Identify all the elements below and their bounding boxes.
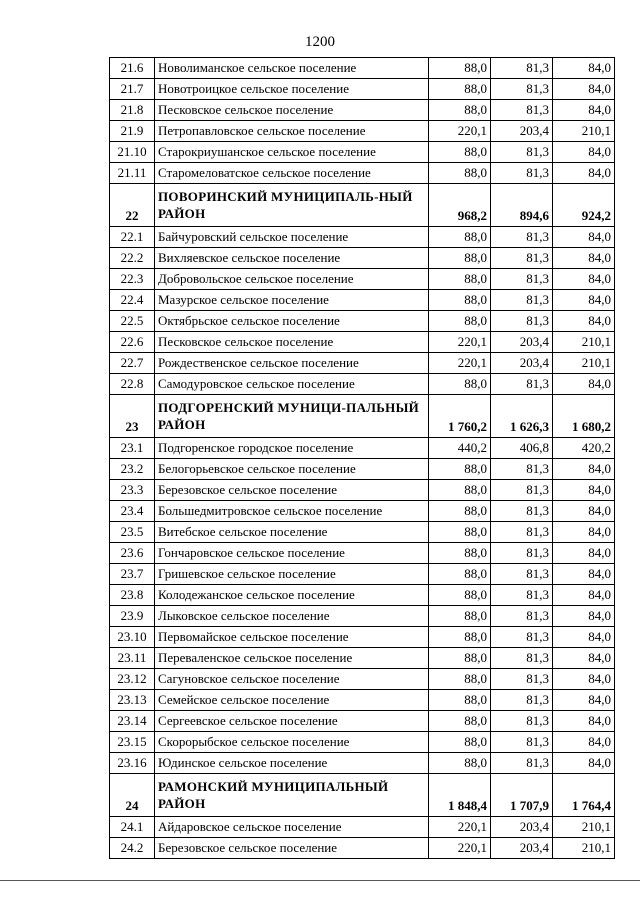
row-number-cell: 22.7 [110, 353, 155, 374]
value-cell-2: 81,3 [491, 669, 553, 690]
value-cell-1: 88,0 [429, 58, 491, 79]
value-cell-1: 88,0 [429, 522, 491, 543]
value-cell-1: 220,1 [429, 121, 491, 142]
value-cell-3: 210,1 [553, 121, 615, 142]
value-cell-2: 81,3 [491, 142, 553, 163]
row-number-cell: 23.8 [110, 585, 155, 606]
settlement-name-cell: Старомеловатское сельское поселение [155, 163, 429, 184]
settlement-name-cell: ПОВОРИНСКИЙ МУНИЦИПАЛЬ-НЫЙ РАЙОН [155, 184, 429, 227]
value-cell-2: 81,3 [491, 79, 553, 100]
settlement-name-cell: Айдаровское сельское поселение [155, 817, 429, 838]
value-cell-1: 88,0 [429, 564, 491, 585]
value-cell-3: 84,0 [553, 311, 615, 332]
settlement-name-cell: Песковское сельское поселение [155, 100, 429, 121]
value-cell-2: 81,3 [491, 269, 553, 290]
value-cell-1: 88,0 [429, 459, 491, 480]
settlement-name-cell: Семейское сельское поселение [155, 690, 429, 711]
settlement-name-cell: Витебское сельское поселение [155, 522, 429, 543]
table-row [110, 585, 615, 606]
value-cell-3: 1 680,2 [553, 395, 615, 438]
value-cell-3: 210,1 [553, 838, 615, 859]
table-row [110, 163, 615, 184]
value-cell-3: 210,1 [553, 817, 615, 838]
table-row [110, 753, 615, 774]
value-cell-2: 81,3 [491, 227, 553, 248]
row-number-cell: 23.4 [110, 501, 155, 522]
row-number-cell: 24.1 [110, 817, 155, 838]
settlement-name-cell: Мазурское сельское поселение [155, 290, 429, 311]
value-cell-3: 84,0 [553, 543, 615, 564]
row-number-cell: 22.2 [110, 248, 155, 269]
value-cell-3: 84,0 [553, 79, 615, 100]
value-cell-2: 1 707,9 [491, 774, 553, 817]
value-cell-3: 84,0 [553, 142, 615, 163]
row-number-cell: 22.1 [110, 227, 155, 248]
value-cell-1: 220,1 [429, 817, 491, 838]
table-row [110, 648, 615, 669]
value-cell-1: 88,0 [429, 480, 491, 501]
settlement-name-cell: Гришевское сельское поселение [155, 564, 429, 585]
settlement-name-cell: Лыковское сельское поселение [155, 606, 429, 627]
value-cell-3: 84,0 [553, 248, 615, 269]
value-cell-1: 220,1 [429, 353, 491, 374]
value-cell-2: 203,4 [491, 817, 553, 838]
value-cell-3: 1 764,4 [553, 774, 615, 817]
value-cell-2: 203,4 [491, 332, 553, 353]
settlement-name-cell: Сергеевское сельское поселение [155, 711, 429, 732]
table-row [110, 248, 615, 269]
value-cell-2: 1 626,3 [491, 395, 553, 438]
row-number-cell: 23.6 [110, 543, 155, 564]
value-cell-3: 84,0 [553, 501, 615, 522]
district-row [110, 774, 615, 817]
table-row [110, 669, 615, 690]
value-cell-3: 84,0 [553, 564, 615, 585]
value-cell-3: 84,0 [553, 606, 615, 627]
value-cell-3: 84,0 [553, 711, 615, 732]
value-cell-1: 88,0 [429, 627, 491, 648]
value-cell-3: 84,0 [553, 627, 615, 648]
table-row [110, 817, 615, 838]
value-cell-1: 88,0 [429, 290, 491, 311]
settlement-name-cell: Юдинское сельское поселение [155, 753, 429, 774]
table-row [110, 58, 615, 79]
table-row [110, 627, 615, 648]
table-row [110, 121, 615, 142]
value-cell-3: 84,0 [553, 690, 615, 711]
table-body [110, 58, 615, 859]
settlement-name-cell: ПОДГОРЕНСКИЙ МУНИЦИ-ПАЛЬНЫЙ РАЙОН [155, 395, 429, 438]
row-number-cell: 22.6 [110, 332, 155, 353]
value-cell-2: 203,4 [491, 353, 553, 374]
value-cell-2: 81,3 [491, 311, 553, 332]
row-number-cell: 23.7 [110, 564, 155, 585]
value-cell-1: 88,0 [429, 163, 491, 184]
table-row [110, 459, 615, 480]
row-number-cell: 23.10 [110, 627, 155, 648]
value-cell-1: 88,0 [429, 248, 491, 269]
district-row [110, 395, 615, 438]
table-row [110, 522, 615, 543]
row-number-cell: 23.9 [110, 606, 155, 627]
row-number-cell: 23.1 [110, 438, 155, 459]
value-cell-3: 84,0 [553, 227, 615, 248]
value-cell-2: 81,3 [491, 163, 553, 184]
row-number-cell: 21.6 [110, 58, 155, 79]
value-cell-1: 88,0 [429, 227, 491, 248]
settlement-name-cell: Вихляевское сельское поселение [155, 248, 429, 269]
table-row [110, 438, 615, 459]
value-cell-1: 88,0 [429, 669, 491, 690]
value-cell-3: 84,0 [553, 163, 615, 184]
value-cell-1: 88,0 [429, 711, 491, 732]
bottom-divider [0, 880, 640, 881]
value-cell-1: 88,0 [429, 100, 491, 121]
settlement-name-cell: Песковское сельское поселение [155, 332, 429, 353]
row-number-cell: 22.3 [110, 269, 155, 290]
value-cell-2: 81,3 [491, 480, 553, 501]
settlement-name-cell: Самодуровское сельское поселение [155, 374, 429, 395]
settlement-name-cell: Белогорьевское сельское поселение [155, 459, 429, 480]
row-number-cell: 21.9 [110, 121, 155, 142]
table-row [110, 732, 615, 753]
row-number-cell: 22.8 [110, 374, 155, 395]
value-cell-1: 440,2 [429, 438, 491, 459]
table-row [110, 564, 615, 585]
row-number-cell: 24 [110, 774, 155, 817]
value-cell-1: 88,0 [429, 374, 491, 395]
settlement-name-cell: Гончаровское сельское поселение [155, 543, 429, 564]
value-cell-1: 88,0 [429, 311, 491, 332]
row-number-cell: 24.2 [110, 838, 155, 859]
value-cell-2: 81,3 [491, 100, 553, 121]
value-cell-2: 81,3 [491, 648, 553, 669]
row-number-cell: 23.15 [110, 732, 155, 753]
table-row [110, 332, 615, 353]
settlement-name-cell: Березовское сельское поселение [155, 838, 429, 859]
table-row [110, 142, 615, 163]
value-cell-2: 203,4 [491, 121, 553, 142]
value-cell-2: 81,3 [491, 606, 553, 627]
value-cell-2: 81,3 [491, 564, 553, 585]
settlement-name-cell: Большедмитровское сельское поселение [155, 501, 429, 522]
value-cell-1: 88,0 [429, 648, 491, 669]
settlement-name-cell: Переваленское сельское поселение [155, 648, 429, 669]
value-cell-1: 968,2 [429, 184, 491, 227]
table-row [110, 311, 615, 332]
table-row [110, 100, 615, 121]
table-row [110, 79, 615, 100]
row-number-cell: 23.12 [110, 669, 155, 690]
value-cell-1: 1 760,2 [429, 395, 491, 438]
page-number: 1200 [305, 34, 335, 50]
value-cell-1: 88,0 [429, 501, 491, 522]
value-cell-2: 81,3 [491, 543, 553, 564]
settlement-name-cell: Добровольское сельское поселение [155, 269, 429, 290]
row-number-cell: 23.3 [110, 480, 155, 501]
table-row [110, 290, 615, 311]
budget-allocation-table [109, 57, 615, 859]
value-cell-2: 81,3 [491, 627, 553, 648]
table-row [110, 711, 615, 732]
row-number-cell: 23.13 [110, 690, 155, 711]
value-cell-1: 1 848,4 [429, 774, 491, 817]
value-cell-1: 88,0 [429, 142, 491, 163]
value-cell-2: 81,3 [491, 290, 553, 311]
row-number-cell: 21.11 [110, 163, 155, 184]
settlement-name-cell: Скорорыбское сельское поселение [155, 732, 429, 753]
value-cell-3: 84,0 [553, 753, 615, 774]
value-cell-2: 81,3 [491, 585, 553, 606]
settlement-name-cell: Октябрьское сельское поселение [155, 311, 429, 332]
settlement-name-cell: Новолиманское сельское поселение [155, 58, 429, 79]
value-cell-2: 81,3 [491, 248, 553, 269]
value-cell-3: 210,1 [553, 353, 615, 374]
value-cell-3: 84,0 [553, 374, 615, 395]
row-number-cell: 21.8 [110, 100, 155, 121]
table-row [110, 480, 615, 501]
table-row [110, 374, 615, 395]
settlement-name-cell: Первомайское сельское поселение [155, 627, 429, 648]
value-cell-3: 84,0 [553, 459, 615, 480]
value-cell-1: 88,0 [429, 732, 491, 753]
table-row [110, 227, 615, 248]
value-cell-2: 894,6 [491, 184, 553, 227]
row-number-cell: 23 [110, 395, 155, 438]
settlement-name-cell: Новотроицкое сельское поселение [155, 79, 429, 100]
district-row [110, 184, 615, 227]
row-number-cell: 23.2 [110, 459, 155, 480]
value-cell-2: 81,3 [491, 522, 553, 543]
settlement-name-cell: Петропавловское сельское поселение [155, 121, 429, 142]
value-cell-1: 88,0 [429, 606, 491, 627]
value-cell-3: 84,0 [553, 58, 615, 79]
row-number-cell: 23.11 [110, 648, 155, 669]
settlement-name-cell: Рождественское сельское поселение [155, 353, 429, 374]
table-row [110, 501, 615, 522]
value-cell-3: 84,0 [553, 100, 615, 121]
table-row [110, 606, 615, 627]
value-cell-3: 84,0 [553, 732, 615, 753]
settlement-name-cell: Сагуновское сельское поселение [155, 669, 429, 690]
value-cell-3: 84,0 [553, 290, 615, 311]
table-row [110, 543, 615, 564]
value-cell-2: 406,8 [491, 438, 553, 459]
value-cell-1: 88,0 [429, 269, 491, 290]
value-cell-3: 84,0 [553, 480, 615, 501]
settlement-name-cell: Байчуровский сельское поселение [155, 227, 429, 248]
value-cell-3: 924,2 [553, 184, 615, 227]
row-number-cell: 22 [110, 184, 155, 227]
value-cell-3: 84,0 [553, 522, 615, 543]
value-cell-1: 88,0 [429, 543, 491, 564]
value-cell-1: 220,1 [429, 838, 491, 859]
value-cell-2: 81,3 [491, 374, 553, 395]
value-cell-3: 210,1 [553, 332, 615, 353]
value-cell-2: 81,3 [491, 753, 553, 774]
table-row [110, 269, 615, 290]
settlement-name-cell: Подгоренское городское поселение [155, 438, 429, 459]
value-cell-3: 84,0 [553, 269, 615, 290]
value-cell-1: 88,0 [429, 79, 491, 100]
table-row [110, 353, 615, 374]
value-cell-1: 88,0 [429, 690, 491, 711]
value-cell-2: 203,4 [491, 838, 553, 859]
value-cell-3: 84,0 [553, 648, 615, 669]
row-number-cell: 23.14 [110, 711, 155, 732]
value-cell-2: 81,3 [491, 732, 553, 753]
value-cell-2: 81,3 [491, 459, 553, 480]
value-cell-2: 81,3 [491, 501, 553, 522]
value-cell-2: 81,3 [491, 58, 553, 79]
value-cell-2: 81,3 [491, 711, 553, 732]
value-cell-2: 81,3 [491, 690, 553, 711]
row-number-cell: 23.16 [110, 753, 155, 774]
row-number-cell: 22.5 [110, 311, 155, 332]
value-cell-3: 84,0 [553, 669, 615, 690]
value-cell-1: 88,0 [429, 585, 491, 606]
table-row [110, 690, 615, 711]
settlement-name-cell: РАМОНСКИЙ МУНИЦИПАЛЬНЫЙ РАЙОН [155, 774, 429, 817]
settlement-name-cell: Колодежанское сельское поселение [155, 585, 429, 606]
settlement-name-cell: Березовское сельское поселение [155, 480, 429, 501]
row-number-cell: 21.7 [110, 79, 155, 100]
row-number-cell: 23.5 [110, 522, 155, 543]
value-cell-1: 220,1 [429, 332, 491, 353]
value-cell-3: 84,0 [553, 585, 615, 606]
value-cell-1: 88,0 [429, 753, 491, 774]
value-cell-3: 420,2 [553, 438, 615, 459]
row-number-cell: 21.10 [110, 142, 155, 163]
settlement-name-cell: Старокриушанское сельское поселение [155, 142, 429, 163]
table-row [110, 838, 615, 859]
row-number-cell: 22.4 [110, 290, 155, 311]
